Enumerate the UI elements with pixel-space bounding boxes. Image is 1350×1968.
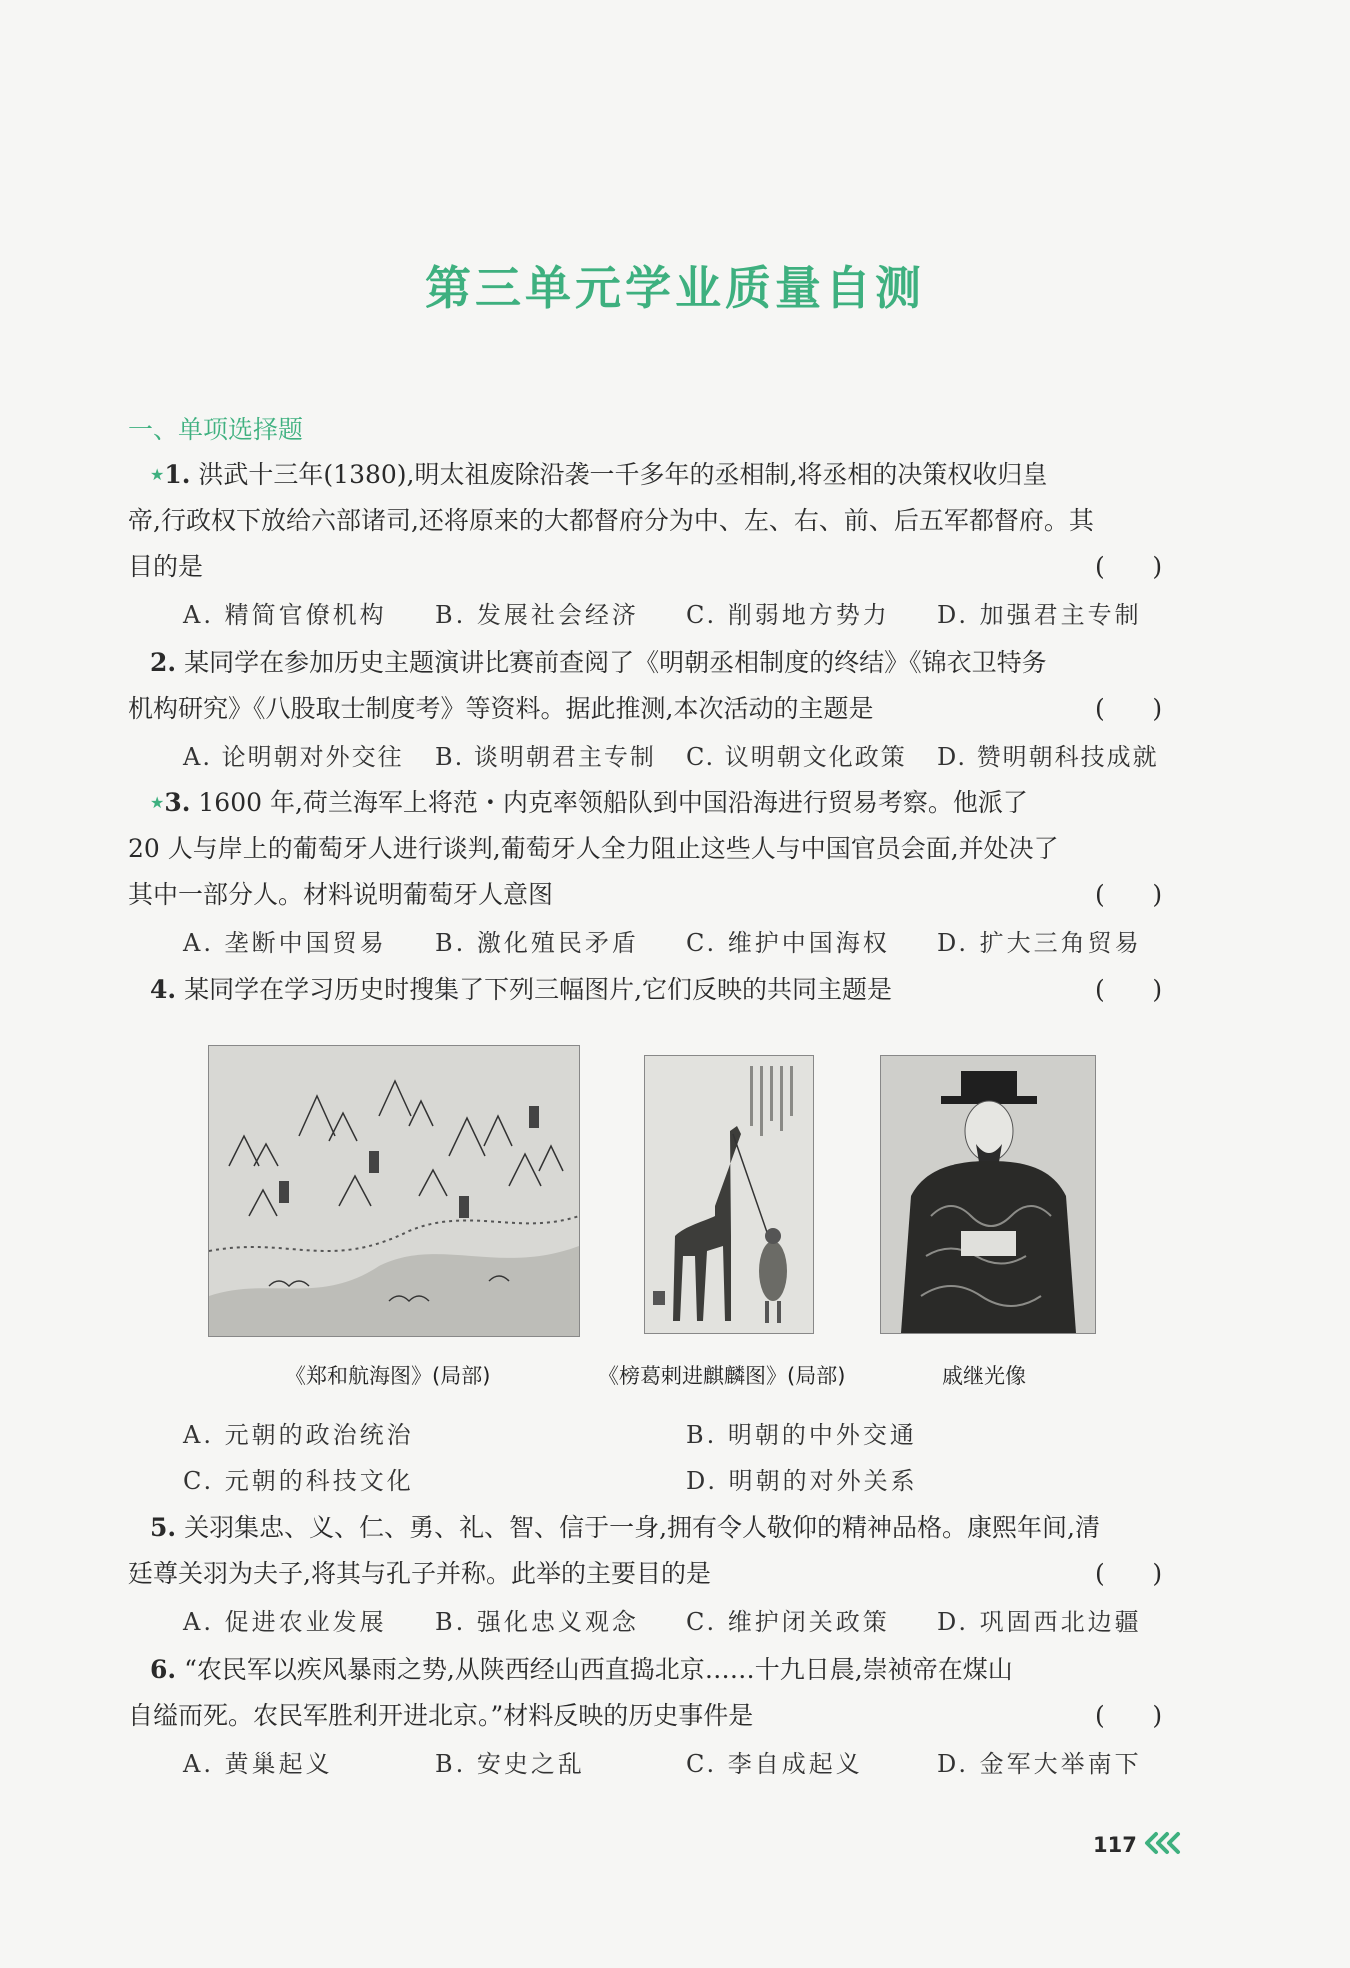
question-3-line-2: 20 人与岸上的葡萄牙人进行谈判,葡萄牙人全力阻止这些人与中国官员会面,并处决了 — [128, 834, 1059, 863]
question-number: 2. — [150, 648, 177, 677]
question-4-line-1 — [150, 975, 892, 1005]
question-3-line-1 — [150, 788, 1028, 818]
option-c[interactable]: C. 维护中国海权 — [686, 929, 890, 957]
option-c[interactable]: C. 维护闭关政策 — [686, 1608, 890, 1636]
option-b[interactable]: B. 发展社会经济 — [435, 601, 639, 629]
answer-blank[interactable]: ( ) — [1095, 694, 1163, 723]
question-6-line-1 — [150, 1655, 1013, 1685]
section-heading: 一、单项选择题 — [128, 415, 304, 444]
question-1-line-3: 目的是 — [128, 552, 204, 581]
question-5-line-2: 廷尊关羽为夫子,将其与孔子并称。此举的主要目的是 — [128, 1559, 711, 1588]
answer-blank[interactable]: ( ) — [1095, 975, 1163, 1004]
option-b[interactable]: B. 激化殖民矛盾 — [435, 929, 639, 957]
option-a[interactable]: A. 精简官僚机构 — [183, 601, 387, 629]
chevron-left-icon — [1142, 1830, 1184, 1856]
option-b[interactable]: B. 安史之乱 — [435, 1750, 585, 1778]
option-c[interactable]: C. 元朝的科技文化 — [183, 1467, 414, 1495]
option-a[interactable]: A. 论明朝对外交往 — [183, 743, 404, 771]
question-1-line-1 — [150, 460, 1047, 490]
question-2-line-2: 机构研究》《八股取士制度考》等资料。据此推测,本次活动的主题是 — [128, 694, 874, 723]
answer-blank[interactable]: ( ) — [1095, 1701, 1163, 1730]
option-d[interactable]: D. 加强君主专制 — [937, 601, 1142, 629]
option-d[interactable]: D. 巩固西北边疆 — [937, 1608, 1142, 1636]
option-c[interactable]: C. 议明朝文化政策 — [686, 743, 907, 771]
question-text: 1600 年,荷兰海军上将范・内克率领船队到中国沿海进行贸易考察。他派了 — [198, 788, 1028, 817]
option-d[interactable]: D. 扩大三角贸易 — [937, 929, 1142, 957]
figure-caption: 戚继光像 — [942, 1364, 1026, 1388]
option-c[interactable]: C. 削弱地方势力 — [686, 601, 890, 629]
page-number: 117 — [1093, 1833, 1137, 1857]
option-b[interactable]: B. 强化忠义观念 — [435, 1608, 639, 1636]
option-b[interactable]: B. 谈明朝君主专制 — [435, 743, 656, 771]
answer-blank[interactable]: ( ) — [1095, 552, 1163, 581]
option-a[interactable]: A. 黄巢起义 — [183, 1750, 333, 1778]
question-number: 4. — [150, 975, 177, 1004]
option-d[interactable]: D. 明朝的对外关系 — [686, 1467, 918, 1495]
answer-blank[interactable]: ( ) — [1095, 880, 1163, 909]
question-text: 某同学在学习历史时搜集了下列三幅图片,它们反映的共同主题是 — [184, 975, 893, 1004]
question-number: 6. — [150, 1655, 177, 1684]
option-d[interactable]: D. 金军大举南下 — [937, 1750, 1142, 1778]
option-b[interactable]: B. 明朝的中外交通 — [686, 1421, 917, 1449]
question-number: 5. — [150, 1513, 177, 1542]
question-3-line-3: 其中一部分人。材料说明葡萄牙人意图 — [128, 880, 554, 909]
question-5-line-1 — [150, 1513, 1100, 1543]
page-title: 第三单元学业质量自测 — [425, 261, 925, 315]
option-d[interactable]: D. 赞明朝科技成就 — [937, 743, 1159, 771]
option-a[interactable]: A. 促进农业发展 — [183, 1608, 387, 1636]
option-a[interactable]: A. 元朝的政治统治 — [183, 1421, 414, 1449]
star-icon: ★ — [150, 793, 165, 812]
question-6-line-2: 自缢而死。农民军胜利开进北京。”材料反映的历史事件是 — [128, 1701, 754, 1730]
question-number: 3. — [164, 788, 191, 817]
figure-caption: 《榜葛剌进麒麟图》(局部) — [598, 1364, 846, 1388]
question-text: 关羽集忠、义、仁、勇、礼、智、信于一身,拥有令人敬仰的精神品格。康熙年间,清 — [184, 1513, 1100, 1542]
star-icon: ★ — [150, 465, 165, 484]
question-1-line-2: 帝,行政权下放给六部诸司,还将原来的大都督府分为中、左、右、前、后五军都督府。其 — [128, 506, 1094, 535]
qi-jiguang-portrait-image — [880, 1055, 1096, 1334]
figure-caption: 《郑和航海图》(局部) — [285, 1364, 491, 1388]
zheng-he-map-image — [208, 1045, 580, 1337]
option-c[interactable]: C. 李自成起义 — [686, 1750, 863, 1778]
giraffe-painting-image — [644, 1055, 814, 1334]
option-a[interactable]: A. 垄断中国贸易 — [183, 929, 387, 957]
question-number: 1. — [164, 460, 191, 489]
answer-blank[interactable]: ( ) — [1095, 1559, 1163, 1588]
question-text: 某同学在参加历史主题演讲比赛前查阅了《明朝丞相制度的终结》《锦衣卫特务 — [184, 648, 1047, 677]
question-text: “农民军以疾风暴雨之势,从陕西经山西直捣北京……十九日晨,崇祯帝在煤山 — [184, 1655, 1013, 1684]
question-2-line-1 — [150, 648, 1047, 678]
question-text: 洪武十三年(1380),明太祖废除沿袭一千多年的丞相制,将丞相的决策权收归皇 — [198, 460, 1048, 489]
